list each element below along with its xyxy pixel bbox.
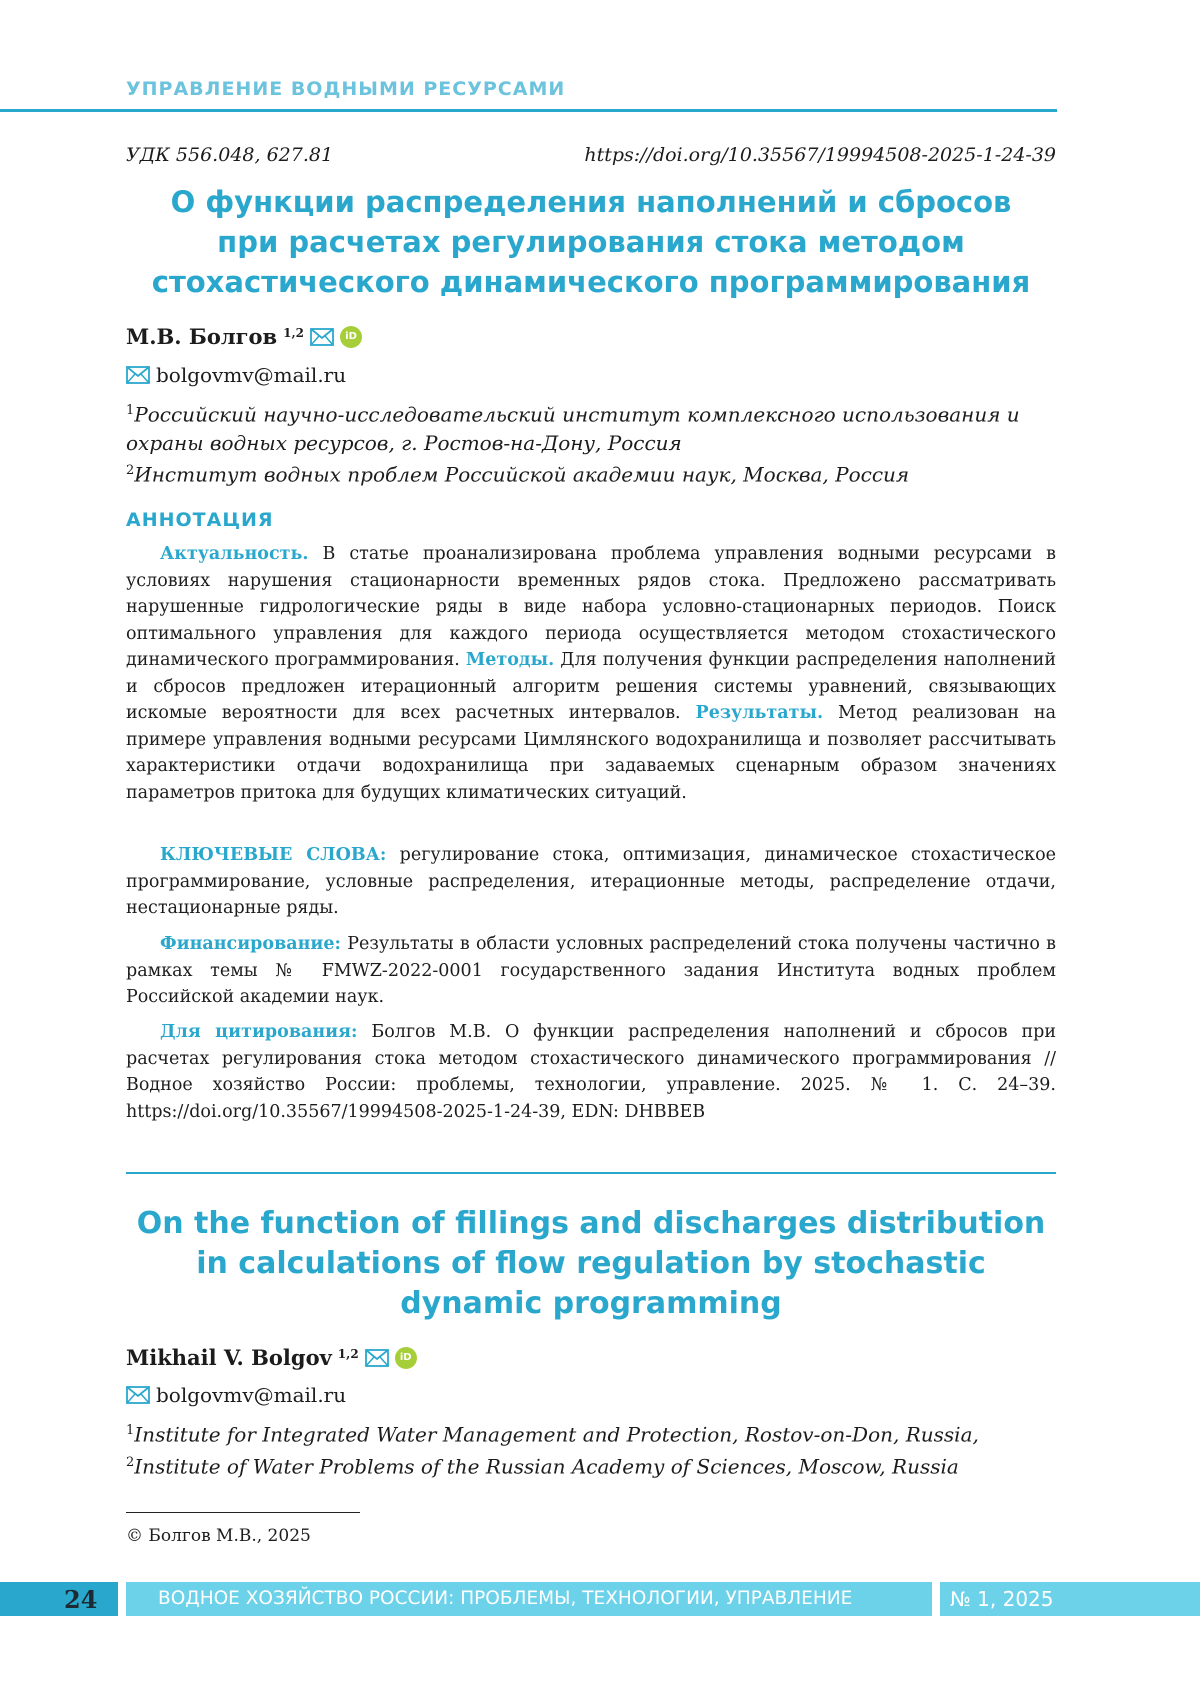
- footer-page-block: [0, 1582, 118, 1616]
- keywords-paragraph: [126, 842, 1056, 922]
- affil-text: Российский научно-исследовательский институт комплексного использования и охраны водных ресурсов, г. Ростов-на-Дону, Россия: [126, 402, 1020, 455]
- article-title-ru: [126, 182, 1056, 302]
- funding-label: Финансирование:: [160, 934, 341, 954]
- top-divider: [0, 109, 1057, 112]
- keywords-label: КЛЮЧЕВЫЕ СЛОВА:: [160, 845, 387, 865]
- results-label: Результаты.: [695, 703, 824, 723]
- methods-label: Методы.: [465, 650, 555, 670]
- email-en: [126, 1383, 346, 1407]
- mail-icon: [126, 1386, 150, 1404]
- author-ru: [126, 324, 362, 349]
- author-affil-sup: 1,2: [283, 325, 305, 340]
- affiliations-en: [126, 1417, 1056, 1480]
- results-text: Метод реализован на примере управления водными ресурсами Цимлянского водохранилища и позволяет рассчитывать характеристики отдачи водохранилища при задаваемых сценарным образом значениях параметров притока для будущих климатических ситуаций.: [126, 703, 1056, 803]
- doi-link[interactable]: https://doi.org/10.35567/19994508-2025-1-24-39: [584, 144, 1056, 166]
- abstract-paragraph: [126, 541, 1056, 806]
- orcid-icon[interactable]: iD: [395, 1347, 417, 1369]
- keywords-text: регулирование стока, оптимизация, динамическое стохастическое программирование, условные распределения, итерационные методы, распределение отдачи, нестационарные ряды.: [126, 845, 1056, 918]
- affiliation-2: [126, 1449, 1056, 1481]
- title-line: in calculations of flow regulation by stochastic: [196, 1246, 986, 1281]
- mail-icon[interactable]: [365, 1349, 389, 1367]
- affil-num: 1: [126, 403, 135, 418]
- footer-journal: ВОДНОЕ ХОЗЯЙСТВО РОССИИ: ПРОБЛЕМЫ, ТЕХНОЛОГИИ, УПРАВЛЕНИЕ: [126, 1582, 932, 1616]
- annotation-heading: АННОТАЦИЯ: [126, 509, 274, 531]
- article-title-en: [126, 1204, 1056, 1324]
- title-line: при расчетах регулирования стока методом: [217, 225, 965, 259]
- citation-paragraph: [126, 1019, 1056, 1125]
- footer-issue: № 1, 2025: [940, 1582, 1200, 1616]
- affil-num: 1: [126, 1423, 135, 1438]
- affiliation-1: [126, 1417, 1056, 1449]
- author-name: Mikhail V. Bolgov: [126, 1345, 332, 1370]
- author-en: [126, 1345, 417, 1370]
- author-name: М.В. Болгов: [126, 324, 278, 349]
- citation-label: Для цитирования:: [160, 1022, 358, 1042]
- udk-code: УДК 556.048, 627.81: [126, 144, 334, 166]
- footnote-divider: [126, 1512, 360, 1513]
- affiliations-ru: [126, 397, 1056, 488]
- affil-num: 2: [126, 1454, 135, 1470]
- page-number: 24: [64, 1585, 98, 1614]
- mail-icon[interactable]: [310, 328, 334, 346]
- relevance-text: В статье проанализирована проблема управления водными ресурсами в условиях нарушения стационарности временных рядов стока. Предложено рассматривать нарушенные гидрологические ряды в виде набора условно-стационарных периодов. Поиск оптимального управления для каждого периода осуществляется методом стохастического динамического программирования.: [126, 544, 1056, 670]
- methods-text: Для получения функции распределения наполнений и сбросов предложен итерационный алгоритм решения системы уравнений, связывающих искомые вероятности для всех расчетных интервалов.: [126, 650, 1056, 723]
- email-ru: [126, 363, 346, 387]
- affiliation-2: [126, 457, 1056, 489]
- affil-text: Институт водных проблем Российской академии наук, Москва, Россия: [134, 462, 910, 487]
- title-line: О функции распределения наполнений и сбросов: [170, 185, 1012, 219]
- mail-icon: [126, 366, 150, 384]
- meta-line: [126, 144, 1056, 166]
- title-line: On the function of fillings and discharges distribution: [136, 1206, 1046, 1241]
- citation-text: Болгов М.В. О функции распределения наполнений и сбросов при расчетах регулирования стока методом стохастического динамического программирования // Водное хозяйство России: проблемы, технологии, управление. 2025. № 1. С. 24–39. https://doi.org/10.35567/19994508-2025-1-24-39, EDN: DHBBEB: [126, 1022, 1056, 1122]
- section-divider: [126, 1172, 1056, 1174]
- funding-text: Результаты в области условных распределений стока получены частично в рамках темы № FMWZ-2022-0001 государственного задания Института водных проблем Российской академии наук.: [126, 934, 1056, 1007]
- title-line: dynamic programming: [400, 1286, 782, 1321]
- relevance-label: Актуальность.: [160, 544, 309, 564]
- affil-text: Institute of Water Problems of the Russian Academy of Sciences, Moscow, Russia: [134, 1454, 959, 1479]
- funding-paragraph: [126, 931, 1056, 1011]
- email-link[interactable]: bolgovmv@mail.ru: [156, 1383, 347, 1407]
- section-header: УПРАВЛЕНИЕ ВОДНЫМИ РЕСУРСАМИ: [126, 78, 566, 100]
- email-link[interactable]: bolgovmv@mail.ru: [156, 363, 347, 387]
- title-line: стохастического динамического программирования: [151, 265, 1031, 299]
- copyright: © Болгов М.В., 2025: [126, 1526, 311, 1546]
- affil-num: 2: [126, 462, 135, 478]
- affiliation-1: [126, 397, 1056, 457]
- author-affil-sup: 1,2: [337, 1346, 359, 1361]
- affil-text: Institute for Integrated Water Management and Protection, Rostov-on-Don, Russia,: [134, 1422, 979, 1447]
- orcid-icon[interactable]: iD: [340, 326, 362, 348]
